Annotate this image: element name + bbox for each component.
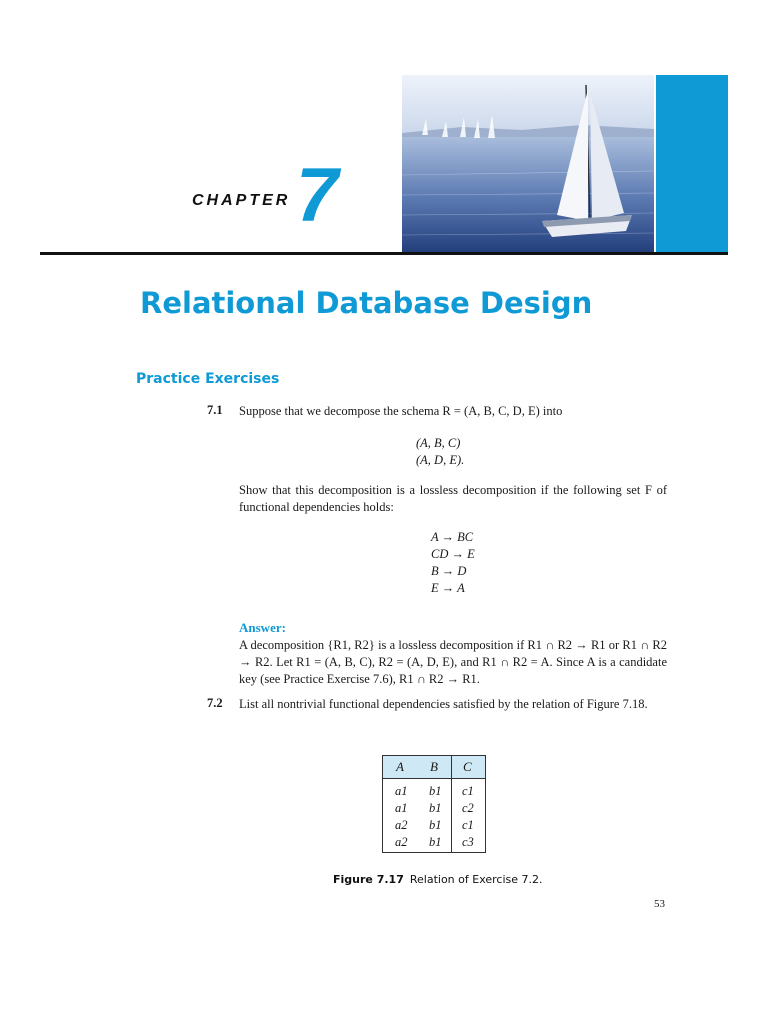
figure-label: Figure 7.17 [333,873,404,886]
table-cell: a1 [395,801,408,815]
table-cell: c1 [462,818,474,832]
relation-divider [451,756,452,852]
answer-label: Answer: [239,620,286,635]
schema-item: (A, D, E). [416,453,465,467]
exercise-number: 7.2 [207,696,223,710]
schema-item: (A, B, C) [416,436,461,450]
column-header: C [463,759,472,774]
exercise-statement: Show that this decomposition is a lossless decomposition if the following set F of functional dependencies holds: [239,483,667,514]
dependency-item: A → BC [431,530,474,544]
table-cell: a2 [395,818,408,832]
table-cell: a2 [395,835,408,849]
sailboat-photo [402,75,654,255]
decomposition-schemas [416,435,464,469]
table-cell: a1 [395,784,408,798]
dependency-list [431,529,475,597]
column-header: B [430,759,438,774]
exercise-intro: Suppose that we decompose the schema R = (A, B, C, D, E) into [239,404,563,418]
chapter-number: 7 [296,153,339,238]
exercise-text: List all nontrivial functional dependencies satisfied by the relation of Figure 7.18. [239,697,648,711]
header-accent-bar [656,75,728,255]
section-title: Practice Exercises [136,371,280,387]
table-cell: c3 [462,835,474,849]
dependency-item: E → A [431,581,465,595]
dependency-item: CD → E [431,547,475,561]
relation-table [382,755,486,853]
chapter-label: CHAPTER [192,192,291,209]
figure-caption-text: Relation of Exercise 7.2. [409,873,543,886]
table-cell: b1 [429,801,442,815]
table-cell: c1 [462,784,474,798]
header-rule [40,252,728,255]
table-cell: b1 [429,835,442,849]
table-cell: b1 [429,784,442,798]
table-cell: c2 [462,801,474,815]
exercise-number: 7.1 [207,403,223,417]
column-header: A [396,759,404,774]
answer-text: A decomposition {R1, R2} is a lossless decomposition if R1 ∩ R2 → R1 or R1 ∩ R2 → R2. Let R1 = (A, B, C), R2 = (A, D, E), and R1 ∩ R2 = A. Since A is a candidate key (see Practice Exercise 7.6), R1 ∩ R2 → R1. [239,638,667,686]
chapter-title: Relational Database Design [140,286,593,320]
table-cell: b1 [429,818,442,832]
dependency-item: B → D [431,564,467,578]
page-number: 53 [654,898,665,910]
figure-caption [333,873,543,886]
